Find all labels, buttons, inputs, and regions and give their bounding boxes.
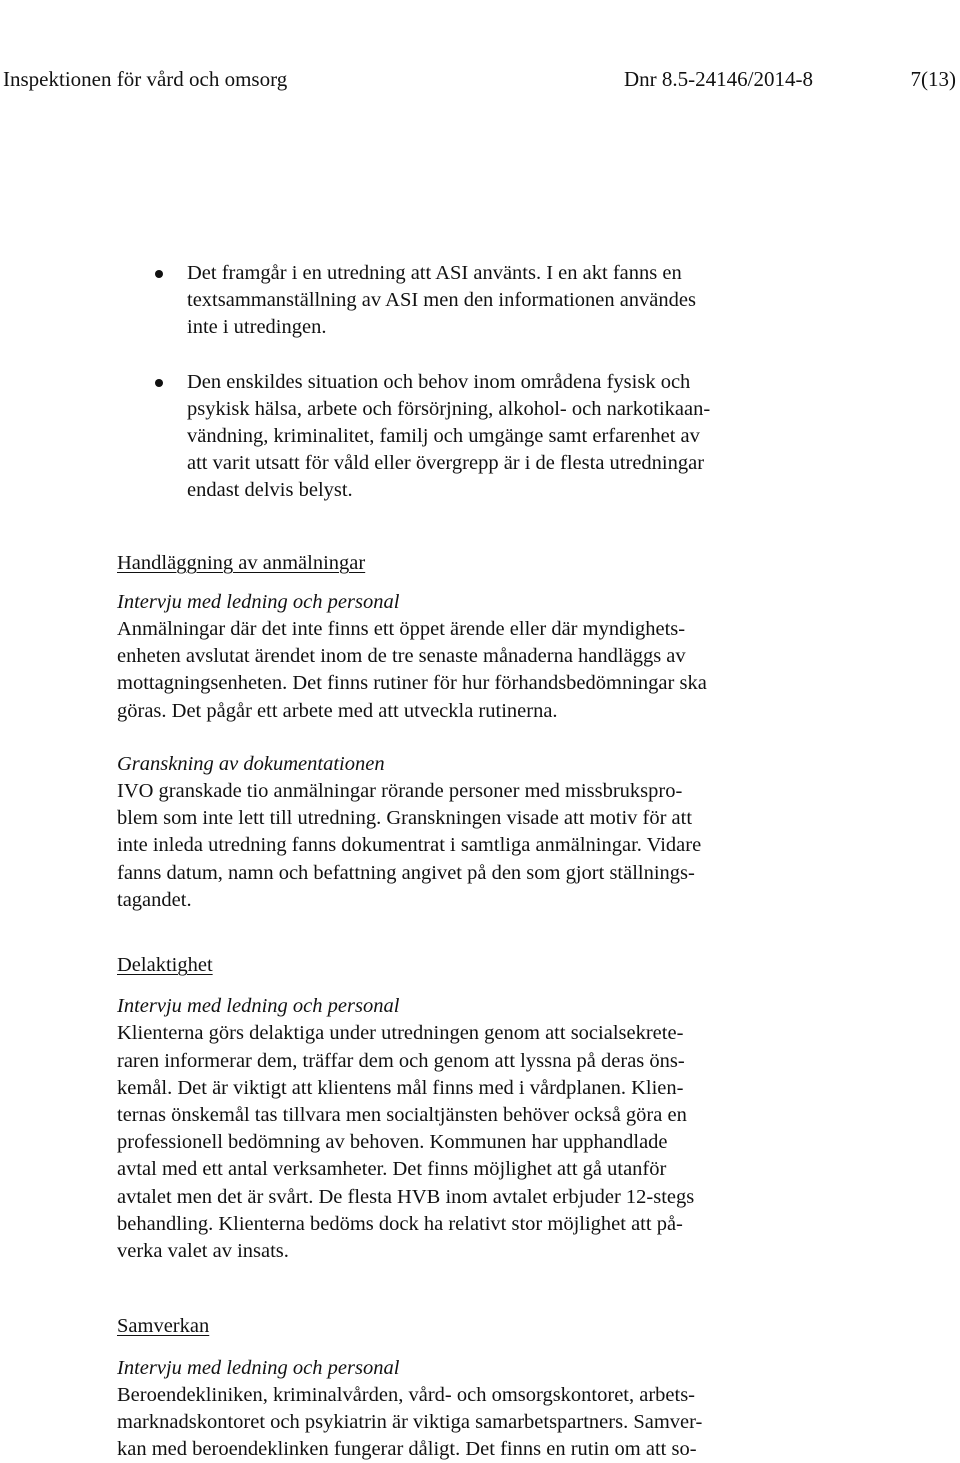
page-header [0,64,960,94]
bullet-line: Det framgår i en utredning att ASI använts. I en akt fanns en [187,262,682,284]
paragraph-samverkan [117,1382,797,1463]
paragraph-line: mottagningsenheten. Det finns rutiner för hur förhandsbedömningar ska [117,672,707,695]
paragraph-line: avtal med ett antal verksamheter. Det finns möjlighet att gå utanför [117,1158,667,1181]
bullet-line: textsammanställning av ASI men den informationen användes [187,289,696,312]
paragraph-line: kemål. Det är viktigt att klientens mål finns med i vårdplanen. Klien- [117,1076,684,1099]
subheading-intervju: Intervju med ledning och personal [117,590,400,613]
paragraph-line: blem som inte lett till utredning. Granskningen visade att motiv för att [117,807,693,830]
paragraph-handlaggning-intervju [117,616,797,725]
document-body [117,260,797,1463]
paragraph-line: verka valet av insats. [117,1240,289,1263]
header-dnr: Dnr 8.5-24146/2014-8 [624,67,813,91]
paragraph-line: fanns datum, namn och befattning angivet på den som gjort ställnings- [117,861,695,884]
paragraph-line: professionell bedömning av behoven. Kommunen har upphandlade [117,1131,668,1154]
paragraph-delaktighet [117,1020,797,1265]
bullet-line: vändning, kriminalitet, familj och umgänge samt erfarenhet av [187,425,700,448]
header-page-number: 7(13) [910,67,956,91]
section-heading-samverkan: Samverkan [117,1315,210,1338]
paragraph-line: tagandet. [117,888,192,911]
paragraph-line: behandling. Klienterna bedöms dock ha relativt stor möjlighet att på- [117,1212,683,1235]
bullet-line: Den enskildes situation och behov inom områdena fysisk och [187,370,691,393]
bullet-item-situation [117,369,797,505]
bullet-item-asi [117,260,797,342]
bullet-list [117,260,797,505]
bullet-dot-icon [155,379,163,387]
subheading-intervju: Intervju med ledning och personal [117,1356,400,1379]
paragraph-line: kan med beroendeklinken fungerar dåligt. Det finns en rutin om att so- [117,1438,697,1461]
bullet-line: att varit utsatt för våld eller övergrepp är i de flesta utredningar [187,452,705,475]
bullet-dot-icon [155,270,163,278]
paragraph-line: göras. Det pågår ett arbete med att utveckla rutinerna. [117,699,558,722]
paragraph-line: raren informerar dem, träffar dem och genom att lyssna på deras öns- [117,1049,685,1072]
paragraph-line: IVO granskade tio anmälningar rörande personer med missbrukspro- [117,780,683,803]
header-organization: Inspektionen för vård och omsorg [3,67,288,91]
bullet-line: inte i utredingen. [187,316,327,339]
paragraph-line: avtalet men det är svårt. De flesta HVB inom avtalet erbjuder 12-stegs [117,1185,695,1208]
paragraph-line: Anmälningar där det inte finns ett öppet ärende eller där myndighets- [117,618,686,641]
paragraph-granskning [117,778,797,914]
subheading-granskning: Granskning av dokumentationen [117,752,385,775]
paragraph-line: inte inleda utredning fanns dokumentrat i samtliga anmälningar. Vidare [117,834,702,857]
paragraph-line: ternas önskemål tas tillvara men socialtjänsten behöver också göra en [117,1104,687,1127]
paragraph-line: Klienterna görs delaktiga under utredningen genom att socialsekrete- [117,1022,684,1045]
bullet-line: endast delvis belyst. [187,479,353,502]
paragraph-line: Beroendekliniken, kriminalvården, vård- och omsorgskontoret, arbets- [117,1383,696,1406]
section-heading-handlaggning: Handläggning av anmälningar [117,551,366,574]
section-heading-delaktighet: Delaktighet [117,954,213,977]
paragraph-line: marknadskontoret och psykiatrin är viktiga samarbetspartners. Samver- [117,1410,703,1433]
paragraph-line: enheten avslutat ärendet inom de tre senaste månaderna handläggs av [117,645,686,668]
bullet-line: psykisk hälsa, arbete och försörjning, alkohol- och narkotikaan- [187,397,711,420]
subheading-intervju: Intervju med ledning och personal [117,995,400,1018]
